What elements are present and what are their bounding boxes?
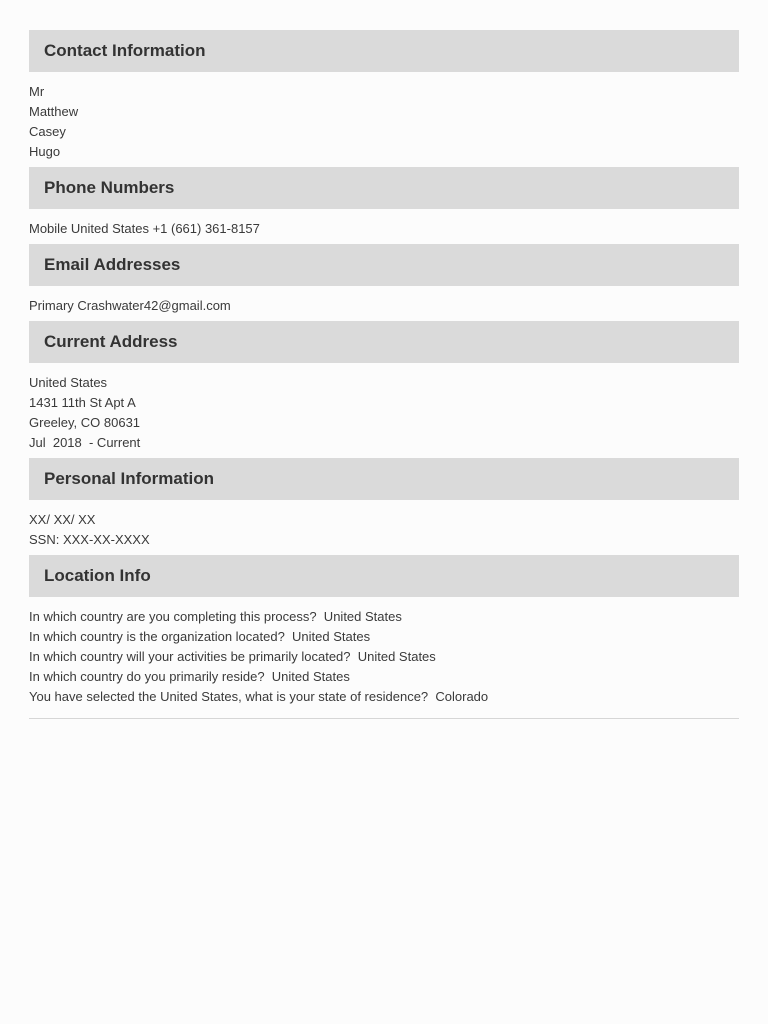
section-header — [29, 30, 739, 72]
divider — [29, 718, 739, 719]
location-answer-organization-country: In which country is the organization located? United States — [29, 629, 371, 644]
section-header — [29, 321, 739, 363]
phone-numbers-section — [29, 167, 739, 244]
contact-information-section — [29, 30, 739, 167]
middle-name: Casey — [29, 124, 66, 139]
location-answer-state-of-residence: You have selected the United States, what is your state of residence? Colorado — [29, 689, 489, 704]
address-country: United States — [29, 375, 108, 390]
section-body — [29, 286, 739, 321]
location-answer-activities-country: In which country will your activities be primarily located? United States — [29, 649, 436, 664]
phone-number: Mobile United States +1 (661) 361-8157 — [29, 221, 260, 236]
first-name: Matthew — [29, 104, 79, 119]
section-header — [29, 458, 739, 500]
section-header — [29, 167, 739, 209]
date-of-birth: XX/ XX/ XX — [29, 512, 96, 527]
address-street: 1431 11th St Apt A — [29, 395, 136, 410]
section-header — [29, 244, 739, 286]
section-body — [29, 500, 739, 555]
salutation: Mr — [29, 84, 45, 99]
section-header — [29, 555, 739, 597]
location-answer-process-country: In which country are you completing this process? United States — [29, 609, 402, 624]
section-body — [29, 597, 739, 712]
section-title: Location Info — [44, 566, 151, 585]
section-body — [29, 209, 739, 244]
last-name: Hugo — [29, 144, 61, 159]
section-title: Phone Numbers — [44, 178, 175, 197]
personal-information-section — [29, 458, 739, 555]
section-title: Personal Information — [44, 469, 215, 488]
section-body — [29, 363, 739, 458]
current-address-section — [29, 321, 739, 458]
ssn: SSN: XXX-XX-XXXX — [29, 532, 150, 547]
location-answer-residence-country: In which country do you primarily reside? United States — [29, 669, 350, 684]
address-city-state-zip: Greeley, CO 80631 — [29, 415, 141, 430]
email-address: Primary Crashwater42@gmail.com — [29, 298, 231, 313]
section-title: Email Addresses — [44, 255, 181, 274]
document-page — [29, 0, 739, 719]
section-body — [29, 72, 739, 167]
location-info-section — [29, 555, 739, 719]
address-date-range: Jul 2018 - Current — [29, 435, 141, 450]
section-title: Current Address — [44, 332, 178, 351]
section-title: Contact Information — [44, 41, 206, 60]
email-addresses-section — [29, 244, 739, 321]
